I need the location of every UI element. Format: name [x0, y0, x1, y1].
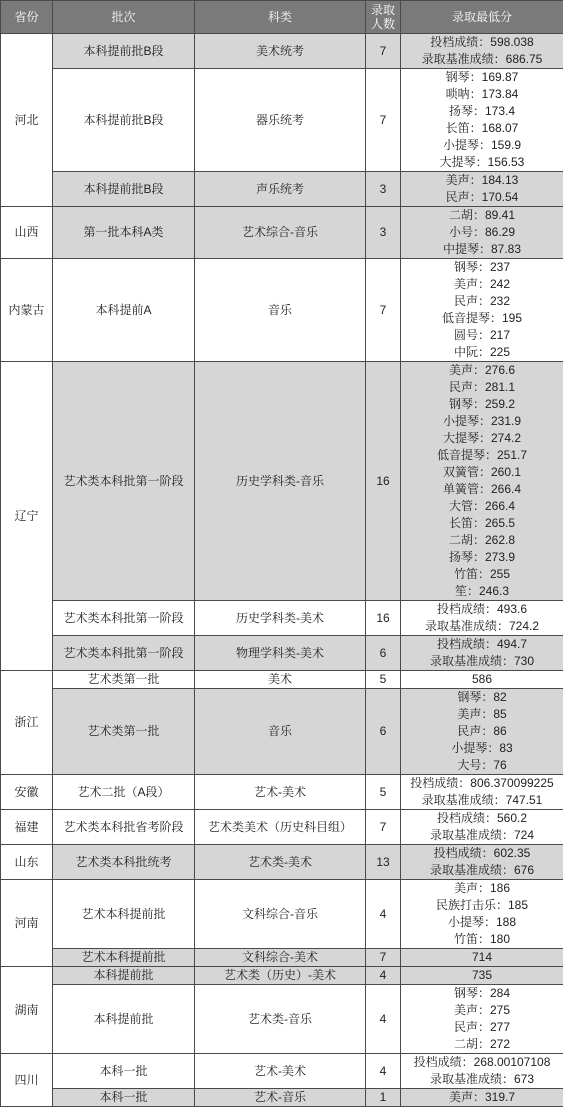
table-row: [1, 259, 563, 362]
min-score-cell: [401, 985, 563, 1054]
min-score-cell: [401, 810, 563, 845]
min-score-cell: [401, 636, 563, 671]
category-cell: 音乐: [195, 259, 366, 362]
score-line: 民族打击乐：185: [401, 897, 563, 914]
province-cell: 湖南: [1, 967, 53, 1054]
min-score-cell: [401, 207, 563, 259]
score-line: 二胡：272: [401, 1036, 563, 1053]
count-cell: 4: [366, 967, 401, 985]
table-row: [1, 845, 563, 880]
score-line: 钢琴：169.87: [401, 69, 563, 86]
table-row: [1, 967, 563, 985]
score-line: 长笛：168.07: [401, 120, 563, 137]
count-cell: 6: [366, 636, 401, 671]
score-line: 小号：86.29: [401, 224, 563, 241]
score-line: 大提琴：156.53: [401, 154, 563, 171]
batch-cell: 本科提前批: [53, 967, 195, 985]
category-cell: 音乐: [195, 689, 366, 775]
score-line: 扬琴：173.4: [401, 103, 563, 120]
table-body: [1, 34, 563, 1107]
score-line: 小提琴：159.9: [401, 137, 563, 154]
score-line: 录取基准成绩：686.75: [401, 51, 563, 68]
count-cell: 3: [366, 172, 401, 207]
score-line: 钢琴：284: [401, 985, 563, 1002]
category-cell: 历史学科类-美术: [195, 601, 366, 636]
province-cell: 四川: [1, 1054, 53, 1107]
batch-cell: 本科提前批B段: [53, 69, 195, 172]
province-cell: 辽宁: [1, 362, 53, 671]
min-score-cell: [401, 880, 563, 949]
batch-cell: 本科提前批: [53, 985, 195, 1054]
score-line: 低音提琴：251.7: [401, 447, 563, 464]
category-cell: 艺术-美术: [195, 775, 366, 810]
table-row: [1, 775, 563, 810]
province-cell: 山东: [1, 845, 53, 880]
min-score-cell: [401, 601, 563, 636]
score-line: 美声：276.6: [401, 362, 563, 379]
score-line: 投档成绩：268.00107108: [401, 1054, 563, 1071]
score-line: 民声：232: [401, 293, 563, 310]
count-cell: 13: [366, 845, 401, 880]
score-line: 美声：242: [401, 276, 563, 293]
table-row: [1, 985, 563, 1054]
score-line: 大号：76: [401, 757, 563, 774]
category-cell: 艺术-美术: [195, 1054, 366, 1089]
min-score-cell: [401, 69, 563, 172]
score-line: 竹笛：180: [401, 931, 563, 948]
header-count: 录取人数: [366, 1, 401, 34]
batch-cell: 艺术类本科批第一阶段: [53, 636, 195, 671]
table-row: [1, 362, 563, 601]
batch-cell: 艺术类第一批: [53, 671, 195, 689]
score-line: 美声：85: [401, 706, 563, 723]
score-line: 竹笛：255: [401, 566, 563, 583]
score-line: 中提琴：87.83: [401, 241, 563, 258]
score-line: 钢琴：82: [401, 689, 563, 706]
min-score-cell: [401, 362, 563, 601]
score-line: 小提琴：231.9: [401, 413, 563, 430]
header-row: [1, 1, 563, 34]
min-score-cell: [401, 172, 563, 207]
category-cell: 美术统考: [195, 34, 366, 69]
count-cell: 4: [366, 880, 401, 949]
batch-cell: 本科提前A: [53, 259, 195, 362]
score-line: 笙：246.3: [401, 583, 563, 600]
score-line: 民声：86: [401, 723, 563, 740]
score-line: 美声：319.7: [401, 1089, 563, 1106]
min-score-cell: [401, 845, 563, 880]
score-line: 美声：184.13: [401, 172, 563, 189]
score-line: 二胡：262.8: [401, 532, 563, 549]
min-score-cell: [401, 671, 563, 689]
count-cell: 4: [366, 1054, 401, 1089]
score-line: 民声：170.54: [401, 189, 563, 206]
score-line: 大提琴：274.2: [401, 430, 563, 447]
province-cell: 河北: [1, 34, 53, 207]
score-line: 录取基准成绩：724.2: [401, 618, 563, 635]
score-line: 民声：277: [401, 1019, 563, 1036]
count-cell: 7: [366, 69, 401, 172]
min-score-cell: [401, 259, 563, 362]
header-province: 省份: [1, 1, 53, 34]
score-line: 单簧管：266.4: [401, 481, 563, 498]
category-cell: 文科综合-音乐: [195, 880, 366, 949]
score-line: 录取基准成绩：676: [401, 862, 563, 879]
table-row: [1, 207, 563, 259]
category-cell: 艺术类-美术: [195, 845, 366, 880]
batch-cell: 本科提前批B段: [53, 172, 195, 207]
batch-cell: 艺术类本科批省考阶段: [53, 810, 195, 845]
score-line: 586: [401, 671, 563, 688]
score-line: 钢琴：259.2: [401, 396, 563, 413]
score-line: 录取基准成绩：730: [401, 653, 563, 670]
min-score-cell: [401, 689, 563, 775]
min-score-cell: [401, 775, 563, 810]
category-cell: 艺术类-音乐: [195, 985, 366, 1054]
score-line: 民声：281.1: [401, 379, 563, 396]
count-cell: 3: [366, 207, 401, 259]
category-cell: 艺术类美术（历史科目组）: [195, 810, 366, 845]
batch-cell: 本科一批: [53, 1054, 195, 1089]
score-line: 扬琴：273.9: [401, 549, 563, 566]
min-score-cell: [401, 1089, 563, 1107]
table-row: [1, 810, 563, 845]
table-row: [1, 69, 563, 172]
category-cell: 艺术综合-音乐: [195, 207, 366, 259]
batch-cell: 本科提前批B段: [53, 34, 195, 69]
batch-cell: 艺术类本科批第一阶段: [53, 601, 195, 636]
batch-cell: 艺术二批（A段）: [53, 775, 195, 810]
category-cell: 艺术类（历史）-美术: [195, 967, 366, 985]
score-line: 投档成绩：602.35: [401, 845, 563, 862]
batch-cell: 艺术本科提前批: [53, 949, 195, 967]
score-line: 低音提琴：195: [401, 310, 563, 327]
score-line: 投档成绩：598.038: [401, 34, 563, 51]
score-line: 小提琴：188: [401, 914, 563, 931]
score-line: 录取基准成绩：747.51: [401, 792, 563, 809]
score-line: 投档成绩：560.2: [401, 810, 563, 827]
province-cell: 山西: [1, 207, 53, 259]
header-min-score: 录取最低分: [401, 1, 563, 34]
count-cell: 5: [366, 671, 401, 689]
score-line: 735: [401, 967, 563, 984]
score-line: 钢琴：237: [401, 259, 563, 276]
batch-cell: 艺术类本科批统考: [53, 845, 195, 880]
score-line: 中阮：225: [401, 344, 563, 361]
count-cell: 7: [366, 949, 401, 967]
category-cell: 艺术-音乐: [195, 1089, 366, 1107]
batch-cell: 艺术类第一批: [53, 689, 195, 775]
score-line: 大管：266.4: [401, 498, 563, 515]
count-cell: 7: [366, 810, 401, 845]
score-line: 双簧管：260.1: [401, 464, 563, 481]
header-batch: 批次: [53, 1, 195, 34]
count-cell: 5: [366, 775, 401, 810]
province-cell: 福建: [1, 810, 53, 845]
province-cell: 安徽: [1, 775, 53, 810]
category-cell: 历史学科类-音乐: [195, 362, 366, 601]
score-line: 录取基准成绩：673: [401, 1071, 563, 1088]
min-score-cell: [401, 967, 563, 985]
category-cell: 美术: [195, 671, 366, 689]
province-cell: 河南: [1, 880, 53, 967]
count-cell: 7: [366, 259, 401, 362]
min-score-cell: [401, 1054, 563, 1089]
count-cell: 7: [366, 34, 401, 69]
count-cell: 1: [366, 1089, 401, 1107]
score-line: 录取基准成绩：724: [401, 827, 563, 844]
table-row: [1, 689, 563, 775]
min-score-cell: [401, 949, 563, 967]
count-cell: 4: [366, 985, 401, 1054]
table-row: [1, 1054, 563, 1089]
count-cell: 16: [366, 601, 401, 636]
batch-cell: 第一批本科A类: [53, 207, 195, 259]
batch-cell: 本科一批: [53, 1089, 195, 1107]
score-line: 投档成绩：806.370099225: [401, 775, 563, 792]
score-line: 二胡：89.41: [401, 207, 563, 224]
score-line: 圆号：217: [401, 327, 563, 344]
score-line: 投档成绩：494.7: [401, 636, 563, 653]
score-line: 长笛：265.5: [401, 515, 563, 532]
category-cell: 器乐统考: [195, 69, 366, 172]
table-row: [1, 880, 563, 949]
category-cell: 物理学科类-美术: [195, 636, 366, 671]
batch-cell: 艺术本科提前批: [53, 880, 195, 949]
category-cell: 文科综合-美术: [195, 949, 366, 967]
score-line: 投档成绩：493.6: [401, 601, 563, 618]
count-cell: 6: [366, 689, 401, 775]
table-row: [1, 1089, 563, 1107]
count-cell: 16: [366, 362, 401, 601]
table-row: [1, 949, 563, 967]
table-row: [1, 34, 563, 69]
score-line: 美声：186: [401, 880, 563, 897]
min-score-cell: [401, 34, 563, 69]
province-cell: 内蒙古: [1, 259, 53, 362]
header-category: 科类: [195, 1, 366, 34]
province-cell: 浙江: [1, 671, 53, 775]
batch-cell: 艺术类本科批第一阶段: [53, 362, 195, 601]
table-row: [1, 172, 563, 207]
table-row: [1, 636, 563, 671]
score-line: 美声：275: [401, 1002, 563, 1019]
table-row: [1, 601, 563, 636]
score-line: 714: [401, 949, 563, 966]
score-line: 唢呐：173.84: [401, 86, 563, 103]
score-line: 小提琴：83: [401, 740, 563, 757]
table-row: [1, 671, 563, 689]
category-cell: 声乐统考: [195, 172, 366, 207]
